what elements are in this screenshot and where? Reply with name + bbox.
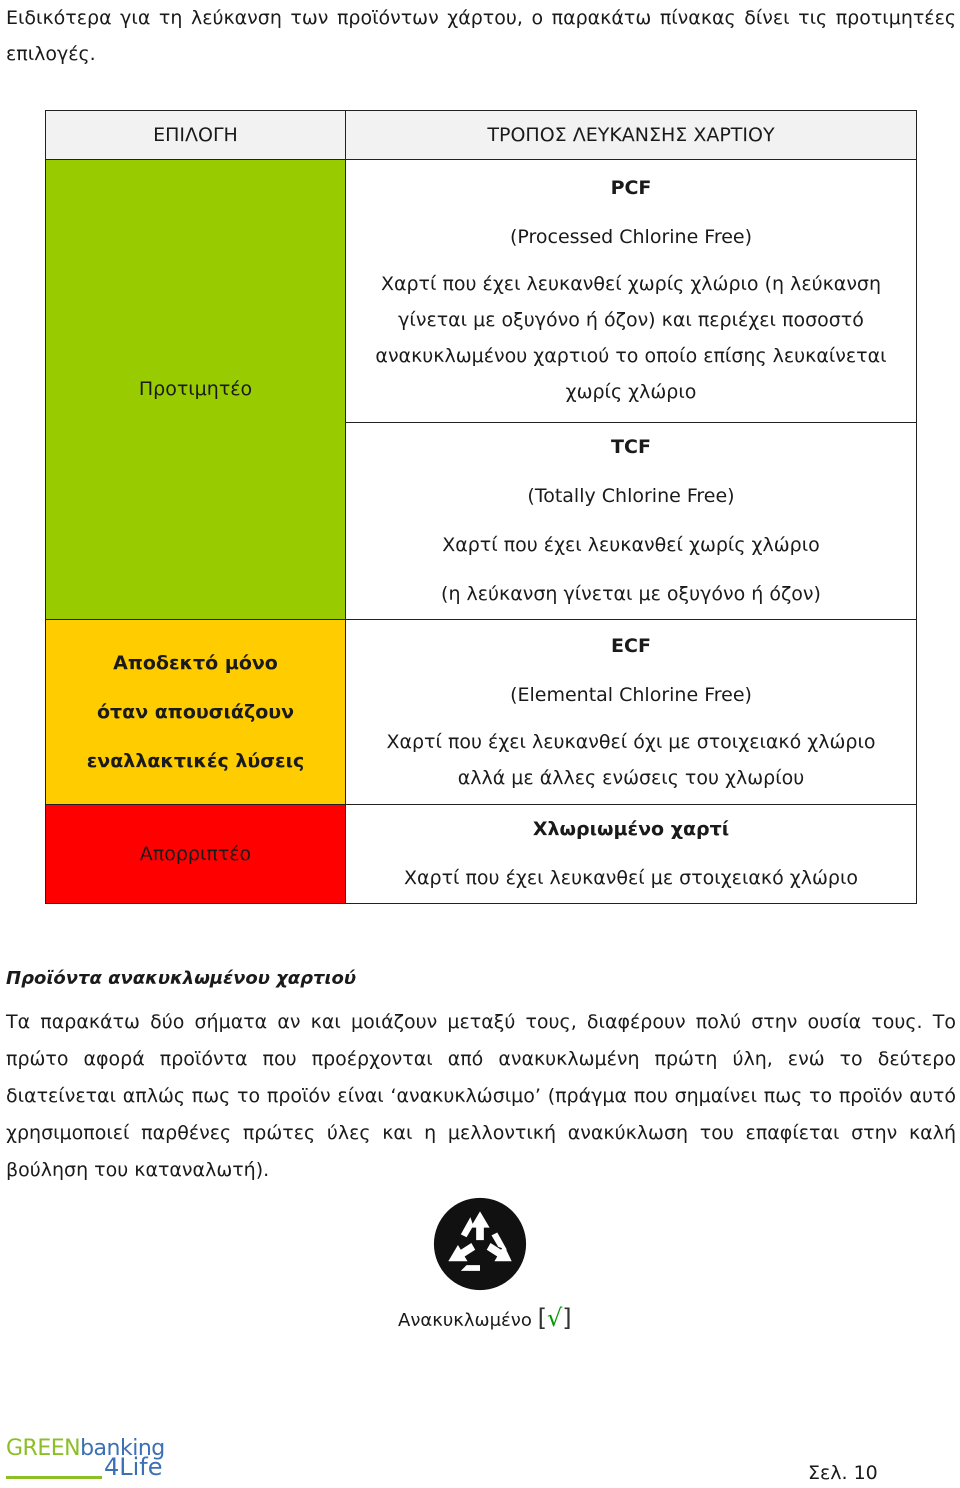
header-method: ΤΡΟΠΟΣ ΛΕΥΚΑΝΣΗΣ ΧΑΡΤΙΟΥ [346, 111, 917, 160]
intro-paragraph: Ειδικότερα για τη λεύκανση των προϊόντων χάρτου, ο παρακάτω πίνακας δίνει τις προτιμητέες επιλογές. [6, 7, 956, 65]
logo-underline [6, 1476, 102, 1479]
ecf-cell [346, 620, 917, 805]
chlorinated-title: Χλωριωμένο χαρτί [532, 818, 730, 840]
recycled-symbol-icon [431, 1196, 529, 1292]
tcf-cell [346, 423, 917, 620]
ecf-description: Χαρτί που έχει λευκανθεί όχι με στοιχειακό χλώριο αλλά με άλλες ενώσεις του χλωρίου [386, 731, 876, 789]
bleaching-options-table [45, 110, 917, 904]
preferred-label: Προτιμητέο [138, 378, 253, 400]
page-number: Σελ. 10 [808, 1462, 878, 1484]
table-header-row [46, 111, 917, 160]
check-mark [538, 1304, 572, 1332]
table-row [46, 805, 917, 904]
rejected-label-cell [46, 805, 346, 904]
greenbanking-logo [6, 1436, 166, 1480]
chlorinated-cell [346, 805, 917, 904]
pcf-full-name: (Processed Chlorine Free) [509, 226, 753, 248]
tcf-description-2: (η λεύκανση γίνεται με οξυγόνο ή όζον) [441, 583, 821, 605]
chlorinated-description: Χαρτί που έχει λευκανθεί με στοιχειακό χλώριο [403, 867, 859, 889]
acceptable-label-2: όταν απουσιάζουν [96, 700, 295, 723]
acceptable-label-cell [46, 620, 346, 805]
section-paragraph: Τα παρακάτω δύο σήματα αν και μοιάζουν μεταξύ τους, διαφέρουν πολύ στην ουσία τους. Το πρώτο αφορά προϊόντα που προέρχονται από ανακυκλωμένη πρώτη ύλη, ενώ το δεύτερο διατείνεται απλώς πως το προϊόν είναι ‘ανακυκλώσιμο’ (πράγμα που σημαίνει πως το προϊόν αυτό χρησιμοποιεί παρθένες πρώτες ύλες και η μελλοντική ανακύκλωση του επαφίεται στην καλή βούληση του καταναλωτή). [6, 1011, 956, 1181]
section-heading: Προϊόντα ανακυκλωμένου χαρτιού [6, 968, 357, 989]
acceptable-label-1: Αποδεκτό μόνο [113, 651, 278, 674]
recycled-caption [398, 1300, 572, 1339]
bracket-open: [ [537, 1304, 547, 1332]
logo-blue-text: banking [80, 1436, 165, 1461]
pcf-description: Χαρτί που έχει λευκανθεί χωρίς χλώριο (η λεύκανση γίνεται με οξυγόνο ή όζον) και περιέχει ποσοστό ανακυκλωμένου χαρτιού το οποίο επίσης λευκαίνεται χωρίς χλώριο [375, 273, 887, 403]
tcf-description-1: Χαρτί που έχει λευκανθεί χωρίς χλώριο [442, 534, 820, 556]
tcf-code: TCF [611, 436, 651, 458]
recycled-caption-text: Ανακυκλωμένο [398, 1310, 532, 1331]
pcf-code: PCF [610, 177, 652, 199]
ecf-code: ECF [611, 635, 651, 657]
logo-green-text: GREEN [6, 1436, 81, 1461]
ecf-full-name: (Elemental Chlorine Free) [510, 684, 752, 706]
bracket-close: ] [562, 1304, 572, 1332]
table-row [46, 620, 917, 805]
logo-4life-text: 4Life [104, 1453, 163, 1481]
acceptable-label-3: εναλλακτικές λύσεις [86, 749, 305, 772]
check-icon: √ [546, 1304, 563, 1332]
tcf-full-name: (Totally Chlorine Free) [527, 485, 735, 507]
header-option: ΕΠΙΛΟΓΗ [46, 111, 346, 160]
pcf-cell [346, 160, 917, 423]
rejected-label: Απορριπτέο [139, 842, 252, 865]
table-row [46, 160, 917, 423]
preferred-label-cell [46, 160, 346, 620]
